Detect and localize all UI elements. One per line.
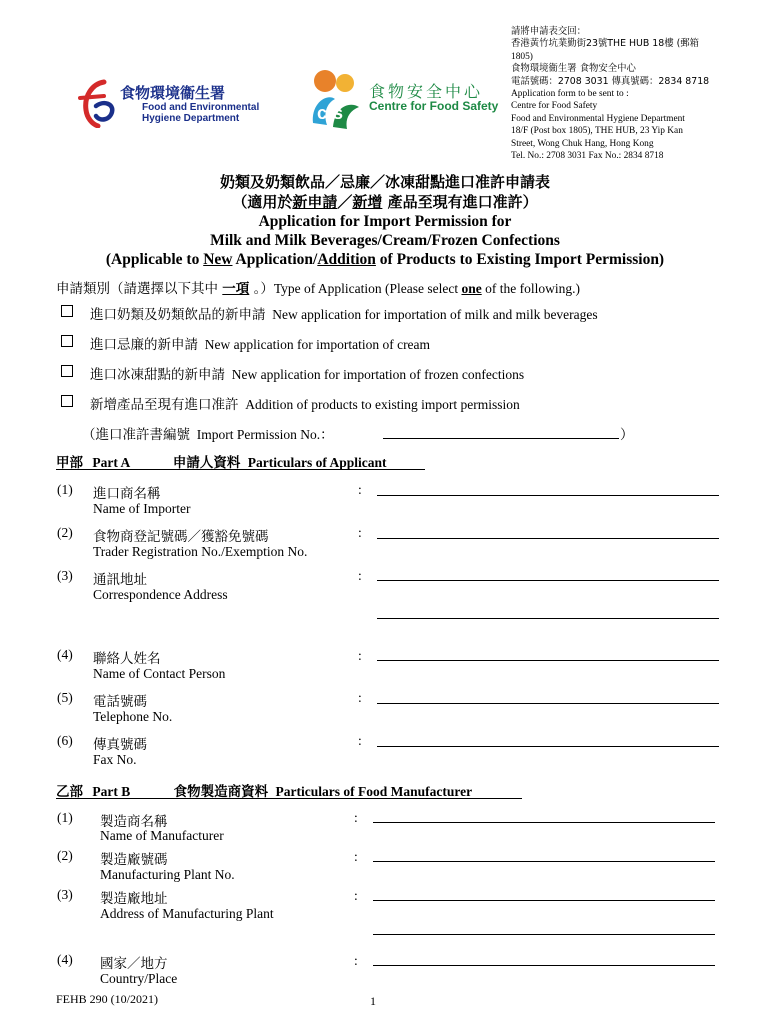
colon: :	[354, 810, 358, 825]
return-line: 18/F (Post box 1805), THE HUB, 23 Yip Kan	[511, 126, 683, 137]
permission-no-close: ）	[620, 427, 634, 443]
option-milk-label	[90, 303, 598, 323]
field-number: (4)	[57, 952, 73, 967]
toa-zh-one: 一項	[222, 281, 250, 297]
part-b-title-en: Particulars of Food Manufacturer	[275, 784, 473, 799]
colon: :	[358, 648, 362, 663]
return-line: 香港黃竹坑業勤街23號THE HUB 18樓 (郵箱	[511, 38, 700, 50]
colon: :	[358, 733, 362, 748]
page-number: 1	[370, 994, 376, 1008]
colon: :	[354, 849, 358, 864]
title-en-part: Application/	[232, 251, 318, 268]
cfs-logo	[305, 63, 499, 133]
cfs-name-en: Centre for Food Safety	[369, 99, 499, 113]
return-line: 電話號碼：2708 3031 傳真號碼：2834 8718	[511, 75, 710, 87]
option-milk-checkbox[interactable]	[61, 305, 73, 317]
manufacturer-name-field[interactable]	[373, 822, 715, 823]
fehd-logo	[74, 76, 264, 128]
plant-address-label-en: Address of Manufacturing Plant	[100, 906, 274, 921]
part-a-label: Part A	[92, 455, 130, 470]
toa-zh: 申請類別（請選擇以下其中	[56, 281, 223, 297]
option-cream-checkbox[interactable]	[61, 335, 73, 347]
colon: :	[358, 690, 362, 705]
colon: :	[358, 525, 362, 540]
return-line: Application form to be sent to :	[511, 89, 629, 100]
part-a-zh: 甲部	[56, 455, 83, 471]
return-line: Food and Environmental Hygiene Department	[511, 113, 685, 124]
option-zh: 進口奶類及奶類飲品的新申請	[90, 307, 266, 323]
fehd-name-zh: 食物環境衞生署	[120, 84, 226, 102]
title-en-line3	[0, 250, 770, 269]
title-zh-part: ／	[337, 193, 353, 211]
fehd-name-en	[142, 102, 259, 124]
part-b-underline	[56, 798, 522, 799]
contact-person-label-en: Name of Contact Person	[93, 666, 226, 681]
address-field-line1[interactable]	[377, 580, 719, 581]
cfs-emblem-icon	[305, 63, 367, 133]
country-label-en: Country/Place	[100, 971, 178, 986]
return-line: 1805)	[511, 51, 533, 62]
toa-en-one: one	[461, 281, 482, 296]
type-of-application-heading	[56, 277, 580, 297]
field-number: (2)	[57, 848, 73, 863]
return-line: 食物環境衞生署 食物安全中心	[511, 63, 636, 75]
field-number: (3)	[57, 568, 73, 583]
option-cream-label	[90, 333, 430, 353]
telephone-label-en: Telephone No.	[93, 709, 173, 724]
fehd-name-en-line1: Food and Environmental	[142, 102, 260, 113]
title-en-part: of Products to Existing Import Permission)	[375, 251, 665, 268]
plant-no-field[interactable]	[373, 861, 715, 862]
fehd-emblem-icon	[74, 76, 120, 128]
title-zh-part: （適用於	[232, 193, 293, 211]
plant-address-field-line2[interactable]	[373, 934, 715, 935]
importer-name-label-zh: 進口商名稱	[93, 486, 161, 502]
title-zh-line2	[0, 192, 770, 212]
toa-zh: 。）	[249, 281, 274, 297]
trader-reg-label-zh: 食物商登記號碼／獲豁免號碼	[93, 529, 269, 545]
importer-name-label-en: Name of Importer	[93, 501, 191, 516]
title-zh-part: 產品至現有進口准許）	[382, 193, 538, 211]
field-number: (2)	[57, 525, 73, 540]
title-en-addition: Addition	[317, 251, 376, 268]
part-a-underline	[56, 469, 425, 470]
toa-en: Type of Application (Please select	[273, 281, 462, 296]
telephone-field[interactable]	[377, 703, 719, 704]
country-label-zh: 國家／地方	[100, 956, 168, 972]
option-addition-label	[90, 393, 520, 413]
return-line: 請將申請表交回：	[511, 26, 587, 37]
address-label-en: Correspondence Address	[93, 587, 228, 602]
telephone-label-zh: 電話號碼	[93, 694, 147, 710]
title-zh-addition: 新增	[352, 193, 383, 211]
trader-reg-label-en: Trader Registration No./Exemption No.	[93, 544, 308, 559]
plant-no-label-zh: 製造廠號碼	[100, 852, 168, 868]
option-zh: 進口冰凍甜點的新申請	[90, 367, 225, 383]
country-field[interactable]	[373, 965, 715, 966]
fax-label-zh: 傳真號碼	[93, 737, 147, 753]
svg-text:cfs: cfs	[317, 103, 344, 123]
part-a-heading	[56, 451, 387, 471]
part-b-label: Part B	[92, 784, 131, 799]
field-number: (5)	[57, 690, 73, 705]
option-en: New application for importation of milk and milk beverages	[272, 307, 598, 322]
colon: :	[358, 482, 362, 497]
manufacturer-name-label-en: Name of Manufacturer	[100, 828, 224, 843]
trader-reg-field[interactable]	[377, 538, 719, 539]
option-en: New application for importation of cream	[204, 337, 431, 352]
part-a-title-en: Particulars of Applicant	[247, 455, 387, 470]
field-number: (1)	[57, 482, 73, 497]
option-zh: 新增產品至現有進口准許	[90, 397, 239, 413]
colon: :	[358, 568, 362, 583]
title-en-line1: Application for Import Permission for	[258, 213, 512, 230]
option-addition-checkbox[interactable]	[61, 395, 73, 407]
contact-person-label-zh: 聯絡人姓名	[93, 651, 161, 667]
manufacturer-name-label-zh: 製造商名稱	[100, 814, 168, 830]
part-b-title-zh: 食物製造商資料	[173, 784, 269, 800]
field-number: (6)	[57, 733, 73, 748]
field-number: (3)	[57, 887, 73, 902]
part-b-heading	[56, 780, 472, 800]
return-address-block	[511, 26, 761, 162]
return-line: Tel. No.: 2708 3031 Fax No.: 2834 8718	[511, 151, 664, 162]
title-zh-line1: 奶類及奶類飲品／忌廉／冰凍甜點進口准許申請表	[219, 173, 550, 191]
option-zh: 進口忌廉的新申請	[90, 337, 198, 353]
fax-field[interactable]	[377, 746, 719, 747]
title-zh-new: 新申請	[292, 193, 338, 211]
title-en-line2: Milk and Milk Beverages/Cream/Frozen Confections	[210, 232, 560, 249]
permission-no-field[interactable]	[383, 438, 619, 439]
title-en-part: (Applicable to	[105, 251, 204, 268]
importer-name-field[interactable]	[377, 495, 719, 496]
part-a-title-zh: 申請人資料	[172, 455, 241, 471]
option-en: New application for importation of frozen confections	[231, 367, 525, 382]
field-number: (1)	[57, 810, 73, 825]
colon: :	[354, 953, 358, 968]
address-field-line2[interactable]	[377, 618, 719, 619]
plant-address-field-line1[interactable]	[373, 900, 715, 901]
permission-no-zh: （進口准許書編號	[82, 427, 190, 443]
form-title	[0, 172, 770, 269]
title-en-new: New	[203, 251, 233, 268]
plant-no-label-en: Manufacturing Plant No.	[100, 867, 235, 882]
permission-no-label	[82, 423, 334, 443]
option-frozen-label	[90, 363, 524, 383]
cfs-name-zh: 食物安全中心	[369, 82, 484, 101]
fehd-name-en-line2: Hygiene Department	[142, 113, 240, 124]
fax-label-en: Fax No.	[93, 752, 137, 767]
contact-person-field[interactable]	[377, 660, 719, 661]
address-label-zh: 通訊地址	[93, 572, 147, 588]
return-line: Street, Wong Chuk Hang, Hong Kong	[511, 138, 654, 149]
option-frozen-checkbox[interactable]	[61, 365, 73, 377]
form-code: FEHB 290 (10/2021)	[56, 992, 158, 1006]
part-b-zh: 乙部	[56, 784, 83, 800]
option-en: Addition of products to existing import permission	[245, 397, 520, 412]
toa-en: of the following.)	[481, 281, 580, 296]
field-number: (4)	[57, 647, 73, 662]
plant-address-label-zh: 製造廠地址	[100, 891, 168, 907]
return-line: Centre for Food Safety	[511, 101, 598, 112]
permission-no-en: Import Permission No.：	[196, 427, 334, 442]
colon: :	[354, 888, 358, 903]
